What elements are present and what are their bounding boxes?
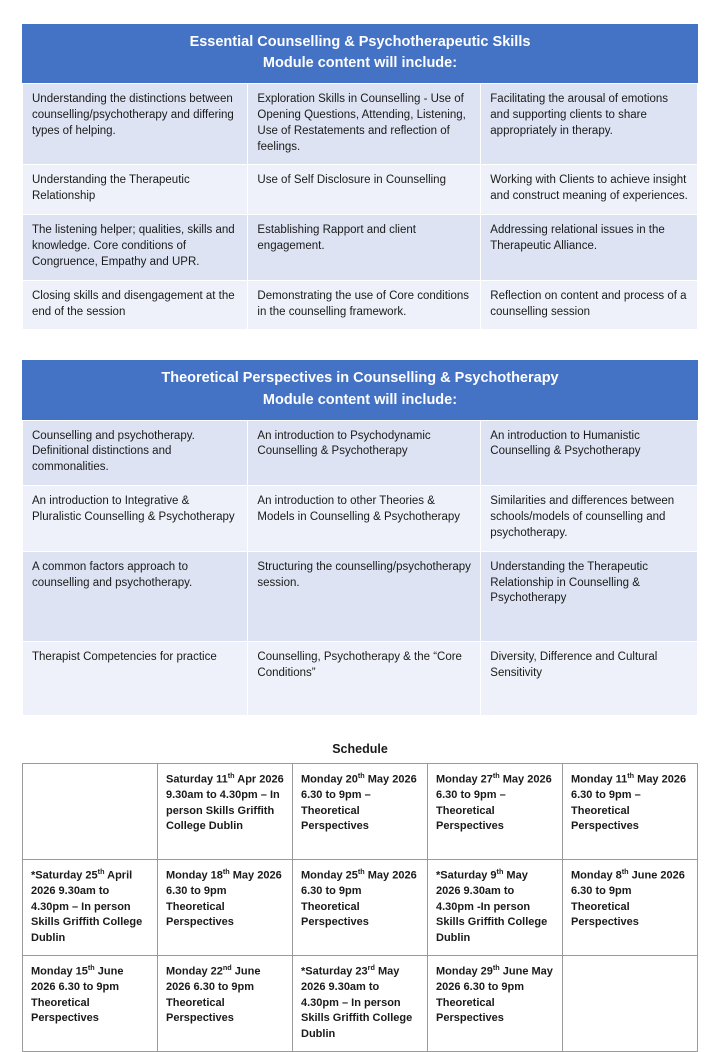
- schedule-cell: [23, 763, 158, 859]
- module-header: [22, 360, 698, 419]
- module-title-line2: Module content will include:: [262, 391, 458, 408]
- schedule-cell: *Saturday 23rd May 2026 9.30am to 4.30pm – In person Skills Griffith College Dublin: [293, 955, 428, 1051]
- table-row: [23, 420, 698, 486]
- module-cell: The listening helper; qualities, skills and knowledge. Core conditions of Congruence, Empathy and UPR.: [23, 215, 248, 281]
- schedule-cell: Monday 22nd June 2026 6.30 to 9pm Theoretical Perspectives: [158, 955, 293, 1051]
- module-cell: Establishing Rapport and client engagement.: [248, 215, 481, 281]
- module-content-table: [22, 420, 698, 716]
- module-cell: Working with Clients to achieve insight and construct meaning of experiences.: [481, 165, 698, 215]
- schedule-cell: Monday 8th June 2026 6.30 to 9pm Theoretical Perspectives: [563, 859, 698, 955]
- schedule-cell: Monday 29th June May 2026 6.30 to 9pm Theoretical Perspectives: [428, 955, 563, 1051]
- module-cell: Structuring the counselling/psychotherapy session.: [248, 551, 481, 641]
- module-content-table: [22, 83, 698, 330]
- module-cell: Addressing relational issues in the Therapeutic Alliance.: [481, 215, 698, 281]
- table-row: [23, 280, 698, 330]
- schedule-cell: *Saturday 25th April 2026 9.30am to 4.30pm – In person Skills Griffith College Dublin: [23, 859, 158, 955]
- module-title-line1: Essential Counselling & Psychotherapeutic Skills: [189, 34, 531, 50]
- module-cell: Exploration Skills in Counselling - Use of Opening Questions, Attending, Listening, Use of Restatements and reflection of feelings.: [248, 84, 481, 165]
- module-cell: An introduction to Integrative & Pluralistic Counselling & Psychotherapy: [23, 486, 248, 552]
- module-cell: Demonstrating the use of Core conditions in the counselling framework.: [248, 280, 481, 330]
- module-cell: An introduction to other Theories & Models in Counselling & Psychotherapy: [248, 486, 481, 552]
- module-cell: An introduction to Psychodynamic Counselling & Psychotherapy: [248, 420, 481, 486]
- module-cell: Understanding the distinctions between counselling/psychotherapy and differing types of helping.: [23, 84, 248, 165]
- module-cell: Facilitating the arousal of emotions and supporting clients to share appropriately in therapy.: [481, 84, 698, 165]
- module-cell: Diversity, Difference and Cultural Sensitivity: [481, 641, 698, 715]
- schedule-cell: [563, 955, 698, 1051]
- table-row: [23, 165, 698, 215]
- schedule-table: [22, 763, 698, 1052]
- module-cell: Therapist Competencies for practice: [23, 641, 248, 715]
- module-cell: Reflection on content and process of a counselling session: [481, 280, 698, 330]
- table-row: [23, 486, 698, 552]
- module-header: [22, 24, 698, 83]
- schedule-cell: Monday 11th May 2026 6.30 to 9pm – Theoretical Perspectives: [563, 763, 698, 859]
- module-cell: Similarities and differences between schools/models of counselling and psychotherapy.: [481, 486, 698, 552]
- schedule-cell: Saturday 11th Apr 2026 9.30am to 4.30pm – In person Skills Griffith College Dublin: [158, 763, 293, 859]
- module-title-line1: Theoretical Perspectives in Counselling & Psychotherapy: [161, 370, 559, 387]
- module-cell: Understanding the Therapeutic Relationship in Counselling & Psychotherapy: [481, 551, 698, 641]
- module-cell: A common factors approach to counselling and psychotherapy.: [23, 551, 248, 641]
- table-row: [23, 84, 698, 165]
- table-row: [23, 859, 698, 955]
- module-cell: Understanding the Therapeutic Relationship: [23, 165, 248, 215]
- schedule-cell: Monday 27th May 2026 6.30 to 9pm – Theoretical Perspectives: [428, 763, 563, 859]
- module-block-theoretical-perspectives: [22, 360, 698, 715]
- module-title-line2: Module content will include:: [262, 55, 458, 72]
- module-block-essential-skills: [22, 24, 698, 330]
- module-cell: Use of Self Disclosure in Counselling: [248, 165, 481, 215]
- table-row: [23, 551, 698, 641]
- module-cell: Counselling, Psychotherapy & the “Core Conditions”: [248, 641, 481, 715]
- table-row: [23, 955, 698, 1051]
- schedule-cell: Monday 20th May 2026 6.30 to 9pm – Theoretical Perspectives: [293, 763, 428, 859]
- module-cell: Closing skills and disengagement at the end of the session: [23, 280, 248, 330]
- schedule-heading: Schedule: [332, 741, 388, 756]
- table-row: [23, 763, 698, 859]
- table-row: [23, 641, 698, 715]
- module-cell: An introduction to Humanistic Counselling & Psychotherapy: [481, 420, 698, 486]
- schedule-cell: *Saturday 9th May 2026 9.30am to 4.30pm -In person Skills Griffith College Dublin: [428, 859, 563, 955]
- module-cell: Counselling and psychotherapy. Definitional distinctions and commonalities.: [23, 420, 248, 486]
- schedule-cell: Monday 25th May 2026 6.30 to 9pm Theoretical Perspectives: [293, 859, 428, 955]
- schedule-cell: Monday 18th May 2026 6.30 to 9pm Theoretical Perspectives: [158, 859, 293, 955]
- schedule-cell: Monday 15th June 2026 6.30 to 9pm Theoretical Perspectives: [23, 955, 158, 1051]
- table-row: [23, 215, 698, 281]
